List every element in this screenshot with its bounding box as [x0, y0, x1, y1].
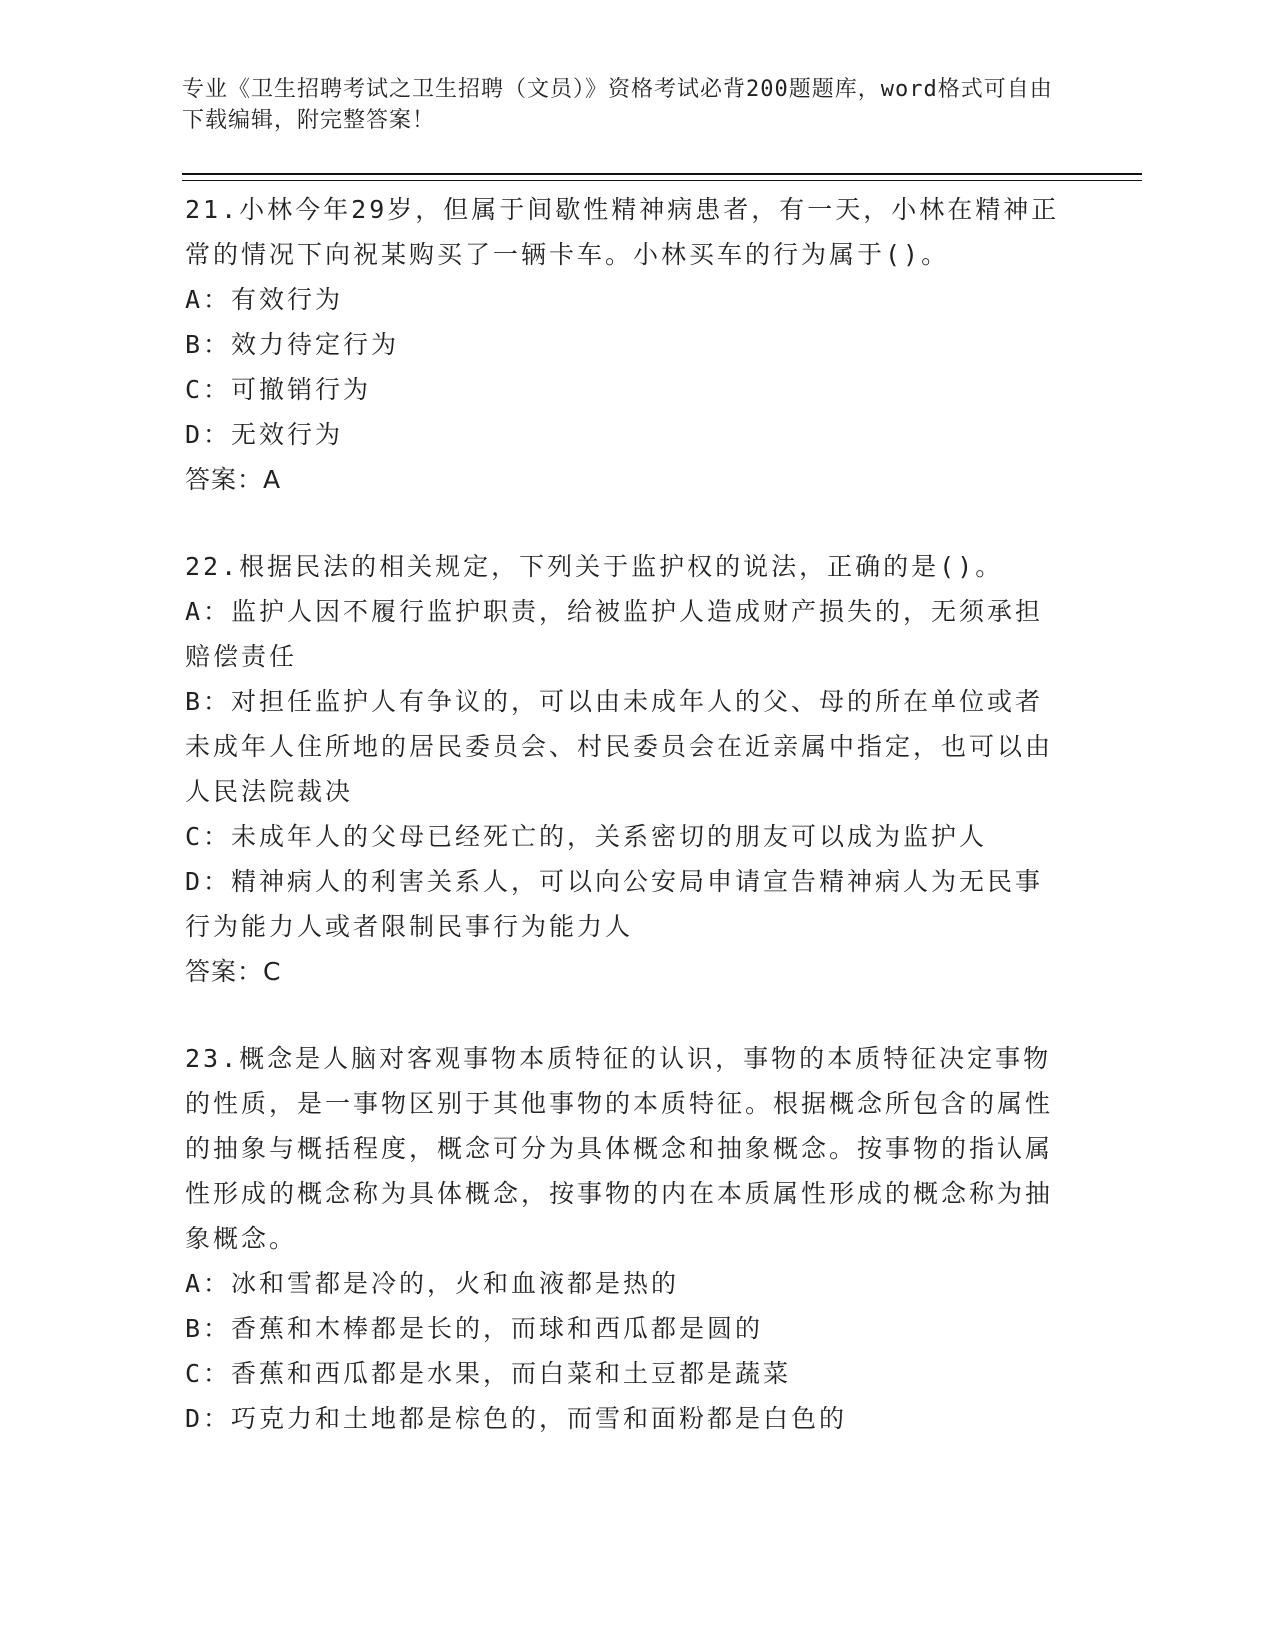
- question-list: [185, 187, 1065, 1483]
- option-b: B：效力待定行为: [185, 330, 400, 359]
- option-b: B：对担任监护人有争议的，可以由未成年人的父、母的所在单位或者未成年人住所地的居民委员会、村民委员会在近亲属中指定，也可以由人民法院裁决: [185, 687, 1054, 806]
- question-21: [185, 187, 1065, 502]
- option-b: B：香蕉和木棒都是长的，而球和西瓜都是圆的: [185, 1314, 764, 1343]
- answer-line: 答案：A: [185, 465, 282, 494]
- question-stem: 23.概念是人脑对客观事物本质特征的认识，事物的本质特征决定事物的性质，是一事物区别于其他事物的本质特征。根据概念所包含的属性的抽象与概括程度，概念可分为具体概念和抽象概念。按事物的指认属性形成的概念称为具体概念，按事物的内在本质属性形成的概念称为抽象概念。: [185, 1044, 1054, 1253]
- answer-line: 答案：C: [185, 957, 282, 986]
- option-d: D：巧克力和土地都是棕色的，而雪和面粉都是白色的: [185, 1404, 848, 1433]
- option-a: A：冰和雪都是冷的，火和血液都是热的: [185, 1269, 680, 1298]
- question-stem: 22.根据民法的相关规定，下列关于监护权的说法，正确的是()。: [185, 552, 1004, 581]
- document-header: 专业《卫生招聘考试之卫生招聘（文员）》资格考试必背200题题库，word格式可自由下载编辑，附完整答案！: [182, 77, 1053, 133]
- option-c: C：可撤销行为: [185, 375, 372, 404]
- question-23: [185, 1036, 1065, 1441]
- option-c: C：香蕉和西瓜都是水果，而白菜和土豆都是蔬菜: [185, 1359, 792, 1388]
- option-c: C：未成年人的父母已经死亡的，关系密切的朋友可以成为监护人: [185, 822, 988, 851]
- option-a: A：有效行为: [185, 285, 344, 314]
- question-stem: 21.小林今年29岁，但属于间歇性精神病患者，有一天，小林在精神正常的情况下向祝某购买了一辆卡车。小林买车的行为属于()。: [185, 195, 1060, 269]
- header-divider-thick: [182, 173, 1142, 175]
- option-d: D：无效行为: [185, 420, 344, 449]
- option-d: D：精神病人的利害关系人，可以向公安局申请宣告精神病人为无民事行为能力人或者限制民事行为能力人: [185, 867, 1044, 941]
- header-divider-thin: [182, 180, 1142, 181]
- question-22: [185, 544, 1065, 994]
- option-a: A：监护人因不履行监护职责，给被监护人造成财产损失的，无须承担赔偿责任: [185, 597, 1044, 671]
